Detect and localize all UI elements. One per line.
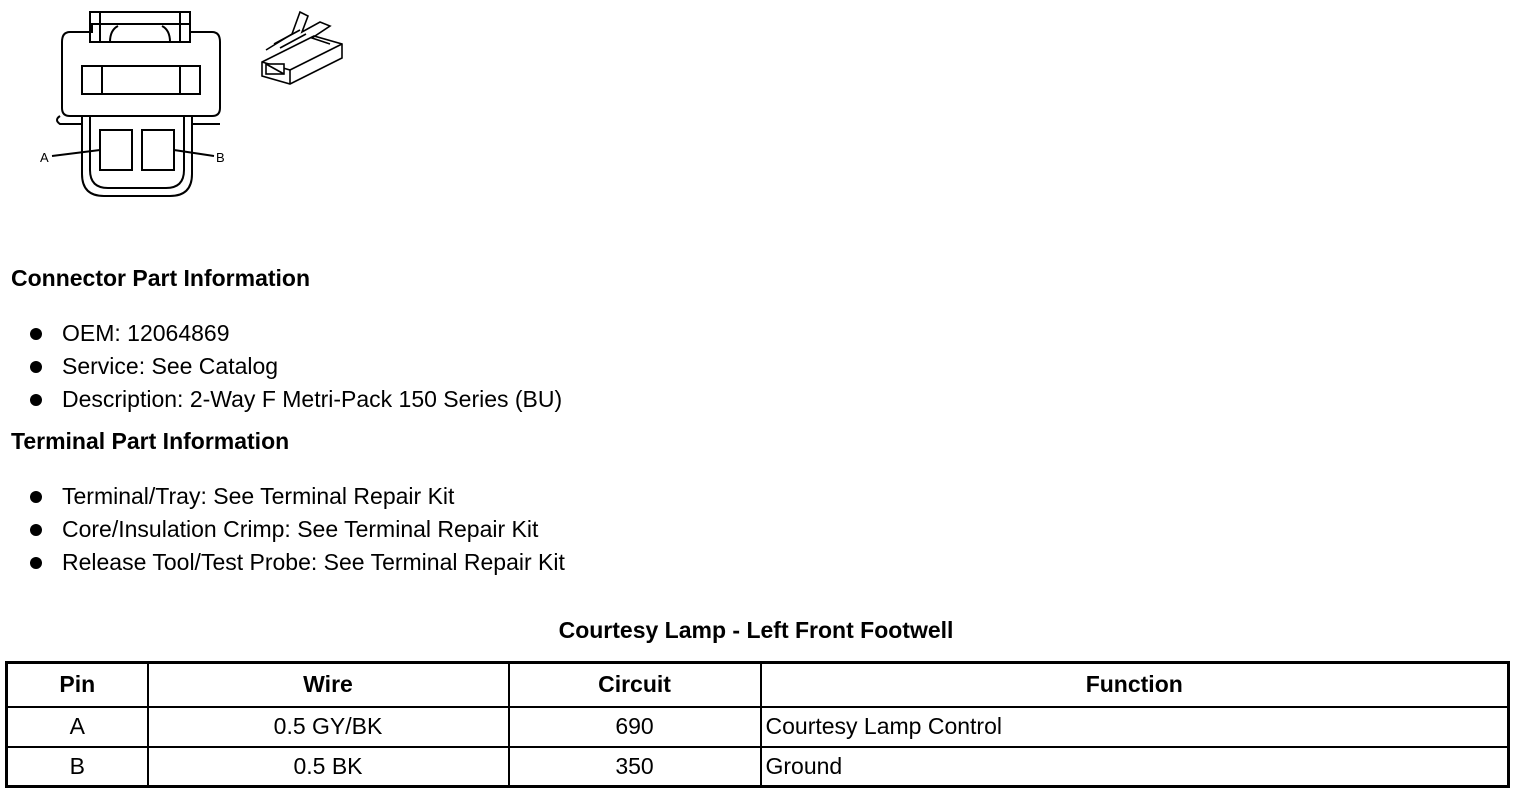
circuit-cell: 350 — [509, 747, 761, 787]
table-header-row — [7, 663, 1509, 707]
column-header-pin: Pin — [7, 663, 148, 707]
cavity-b — [142, 130, 174, 170]
connector-latch — [90, 12, 190, 42]
function-cell: Ground — [761, 747, 1509, 787]
cavity-a — [100, 130, 132, 170]
pin-cell: A — [7, 707, 148, 747]
bullet-icon — [30, 328, 42, 340]
list-item: Core/Insulation Crimp: See Terminal Repair Kit — [28, 513, 565, 546]
connector-bar — [82, 66, 200, 94]
list-item: Release Tool/Test Probe: See Terminal Repair Kit — [28, 546, 565, 579]
column-header-function: Function — [761, 663, 1509, 707]
connector-isometric-view — [262, 12, 342, 84]
connector-lower-housing — [82, 116, 192, 196]
table-row — [7, 747, 1509, 787]
pinout-table — [5, 661, 1510, 788]
bullet-icon — [30, 361, 42, 373]
connector-diagram — [30, 4, 370, 204]
wire-cell: 0.5 BK — [148, 747, 509, 787]
wire-cell: 0.5 GY/BK — [148, 707, 509, 747]
table-row — [7, 707, 1509, 747]
list-item: OEM: 12064869 — [28, 317, 562, 350]
terminal-part-heading: Terminal Part Information — [11, 428, 290, 454]
bullet-icon — [30, 524, 42, 536]
column-header-wire: Wire — [148, 663, 509, 707]
bullet-icon — [30, 557, 42, 569]
connector-part-heading: Connector Part Information — [11, 265, 311, 291]
bullet-icon — [30, 394, 42, 406]
list-item: Service: See Catalog — [28, 350, 562, 383]
connector-face-outline — [62, 24, 220, 116]
pin-label-a: A — [40, 150, 49, 165]
pin-label-b: B — [216, 150, 225, 165]
column-header-circuit: Circuit — [509, 663, 761, 707]
bullet-icon — [30, 491, 42, 503]
table-title: Courtesy Lamp - Left Front Footwell — [558, 617, 954, 643]
circuit-cell: 690 — [509, 707, 761, 747]
pin-cell: B — [7, 747, 148, 787]
function-cell: Courtesy Lamp Control — [761, 707, 1509, 747]
connector-part-list — [28, 317, 562, 416]
list-item: Terminal/Tray: See Terminal Repair Kit — [28, 480, 565, 513]
list-item: Description: 2-Way F Metri-Pack 150 Series (BU) — [28, 383, 562, 416]
terminal-part-list — [28, 480, 565, 579]
